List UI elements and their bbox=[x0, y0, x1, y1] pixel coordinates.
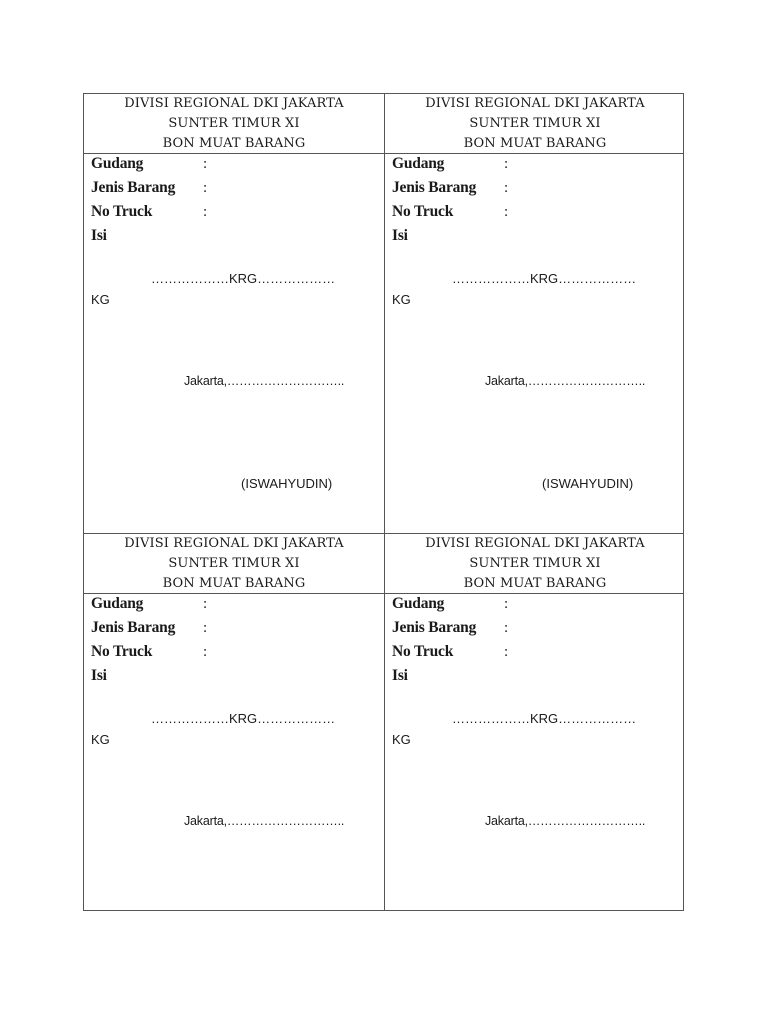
field-colon: : bbox=[203, 596, 208, 612]
field-label: No Truck bbox=[91, 643, 153, 660]
field-label: Jenis Barang bbox=[91, 179, 176, 196]
card-header bbox=[385, 94, 685, 154]
field-label: Gudang bbox=[392, 595, 445, 612]
org-unit: SUNTER TIMUR XI bbox=[168, 116, 300, 131]
org-name: DIVISI REGIONAL DKI JAKARTA bbox=[124, 536, 344, 551]
field-label: Gudang bbox=[392, 155, 445, 172]
doc-title: BON MUAT BARANG bbox=[162, 576, 306, 591]
card-header bbox=[84, 94, 384, 154]
field-label: No Truck bbox=[91, 203, 153, 220]
org-name: DIVISI REGIONAL DKI JAKARTA bbox=[124, 96, 344, 111]
bon-muat-sheet bbox=[83, 93, 684, 911]
quantity-line: ………………KRG……………… bbox=[151, 271, 336, 286]
field-colon: : bbox=[504, 620, 509, 636]
signatory-name: (ISWAHYUDIN) bbox=[542, 476, 634, 491]
field-colon: : bbox=[504, 204, 509, 220]
field-label: No Truck bbox=[392, 643, 454, 660]
field-colon: : bbox=[504, 180, 509, 196]
card-header bbox=[84, 534, 384, 594]
org-unit: SUNTER TIMUR XI bbox=[469, 556, 601, 571]
unit-label: KG bbox=[392, 292, 411, 307]
place-date: Jakarta,……………………….. bbox=[485, 374, 646, 388]
org-name: DIVISI REGIONAL DKI JAKARTA bbox=[425, 536, 645, 551]
quantity-line: ………………KRG……………… bbox=[452, 711, 637, 726]
unit-label: KG bbox=[91, 292, 110, 307]
field-label: Jenis Barang bbox=[392, 619, 477, 636]
org-unit: SUNTER TIMUR XI bbox=[168, 556, 300, 571]
doc-title: BON MUAT BARANG bbox=[463, 136, 607, 151]
quantity-line: ………………KRG……………… bbox=[452, 271, 637, 286]
field-colon: : bbox=[504, 156, 509, 172]
place-date: Jakarta,……………………….. bbox=[184, 374, 345, 388]
field-label: Gudang bbox=[91, 595, 144, 612]
field-label: Jenis Barang bbox=[91, 619, 176, 636]
field-label: Jenis Barang bbox=[392, 179, 477, 196]
quantity-line: ………………KRG……………… bbox=[151, 711, 336, 726]
field-label: Isi bbox=[91, 227, 107, 244]
doc-title: BON MUAT BARANG bbox=[162, 136, 306, 151]
field-colon: : bbox=[504, 596, 509, 612]
card-header bbox=[385, 534, 685, 594]
doc-title: BON MUAT BARANG bbox=[463, 576, 607, 591]
field-colon: : bbox=[203, 644, 208, 660]
field-colon: : bbox=[203, 620, 208, 636]
field-label: Isi bbox=[91, 667, 107, 684]
signatory-name: (ISWAHYUDIN) bbox=[241, 476, 333, 491]
field-label: Isi bbox=[392, 667, 408, 684]
field-label: Gudang bbox=[91, 155, 144, 172]
column-divider bbox=[384, 94, 385, 910]
field-colon: : bbox=[203, 156, 208, 172]
field-colon: : bbox=[203, 180, 208, 196]
org-unit: SUNTER TIMUR XI bbox=[469, 116, 601, 131]
org-name: DIVISI REGIONAL DKI JAKARTA bbox=[425, 96, 645, 111]
field-label: No Truck bbox=[392, 203, 454, 220]
field-colon: : bbox=[203, 204, 208, 220]
unit-label: KG bbox=[392, 732, 411, 747]
place-date: Jakarta,……………………….. bbox=[184, 814, 345, 828]
place-date: Jakarta,……………………….. bbox=[485, 814, 646, 828]
field-colon: : bbox=[504, 644, 509, 660]
unit-label: KG bbox=[91, 732, 110, 747]
field-label: Isi bbox=[392, 227, 408, 244]
